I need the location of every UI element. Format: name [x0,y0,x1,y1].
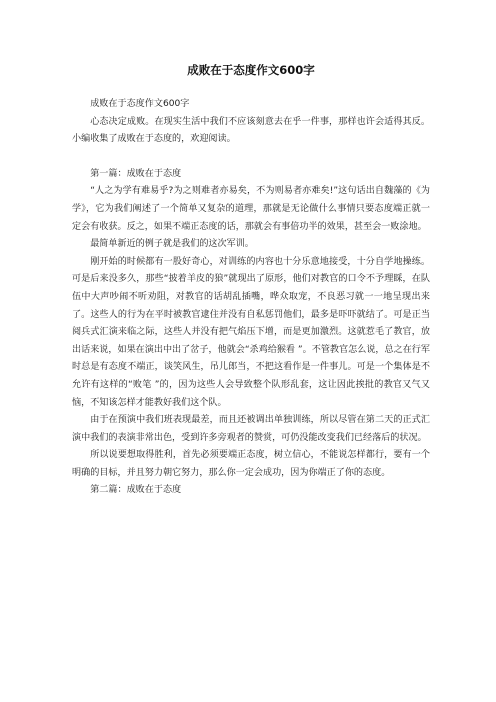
paragraph-example: 最简单新近的例子就是我们的这次军训。 [90,239,254,250]
document-page [72,62,430,500]
paragraph-conclusion: 所以说要想取得胜利，首先必须要端正态度，树立信心，不能说怎样都行，要有一个明确的目标，并且努力朝它努力，那么你一定会成功，因为你端正了你的态度。 [72,450,430,478]
paragraph-story: 刚开始的时候都有一股好奇心，对训练的内容也十分乐意地接受，十分自学地操练。可是后来没多久，那些“披着羊皮的狼”就现出了原形，他们对教官的口令不予理睬，在队伍中大声吵闹不听劝阻，对教官的话胡乱插嘴，哗众取宠，不良恶习就一一地呈现出来了。这些人的行为在平时被教官逮住并没有自私惩罚他们，最多是吓吓就结了。可是正当阅兵式汇演来临之际，这些人并没有把气焰压下增，而是更加激烈。这就惹毛了教官，放出话来说，如果在演出中出了岔子，他就会“杀鸡给猴看 ”。不管教官怎么说，总之在行军时总是有态度不端正，谈笑风生，吊儿郎当，不把这看作是一件事儿。可是一个集体是不允许有这样的“败笔 ”的，因为这些人会导致整个队形乱套，这让因此挨批的教官又气又恼，不知该怎样才能教好我们这个队。 [72,256,430,408]
section-heading-2: 第二篇：成败在于态度 [90,485,182,496]
paragraph-intro: 心态决定成败。在现实生活中我们不应该刻意去在乎一件事，那样也许会适得其反。小编收集了成败在于态度的，欢迎阅读。 [72,116,430,145]
paragraph-spacer [72,149,430,166]
document-title: 成败在于态度作文600字 [187,63,315,77]
paragraph-result: 由于在预演中我们班表现最差，而且还被调出单独训练，所以尽管在第二天的正式汇演中我们的表演非常出色，受到许多旁观者的赞赏，可仍没能改变我们已经落后的状况。 [72,415,430,443]
paragraph-quote: “人之为学有难易乎?为之则难者亦易矣，不为则易者亦难矣!”这句话出自魏藻的《为学》，它为我们阐述了一个简单又复杂的道理，那就是无论做什么事情只要态度端正就一定会有收获。反之，如果不端正态度的话，那就会有事倍功半的效果，甚至会一败涂地。 [72,186,430,232]
section-heading-1: 第一篇：成败在于态度 [90,168,182,179]
paragraph-heading-repeat: 成败在于态度作文600字 [90,99,190,109]
